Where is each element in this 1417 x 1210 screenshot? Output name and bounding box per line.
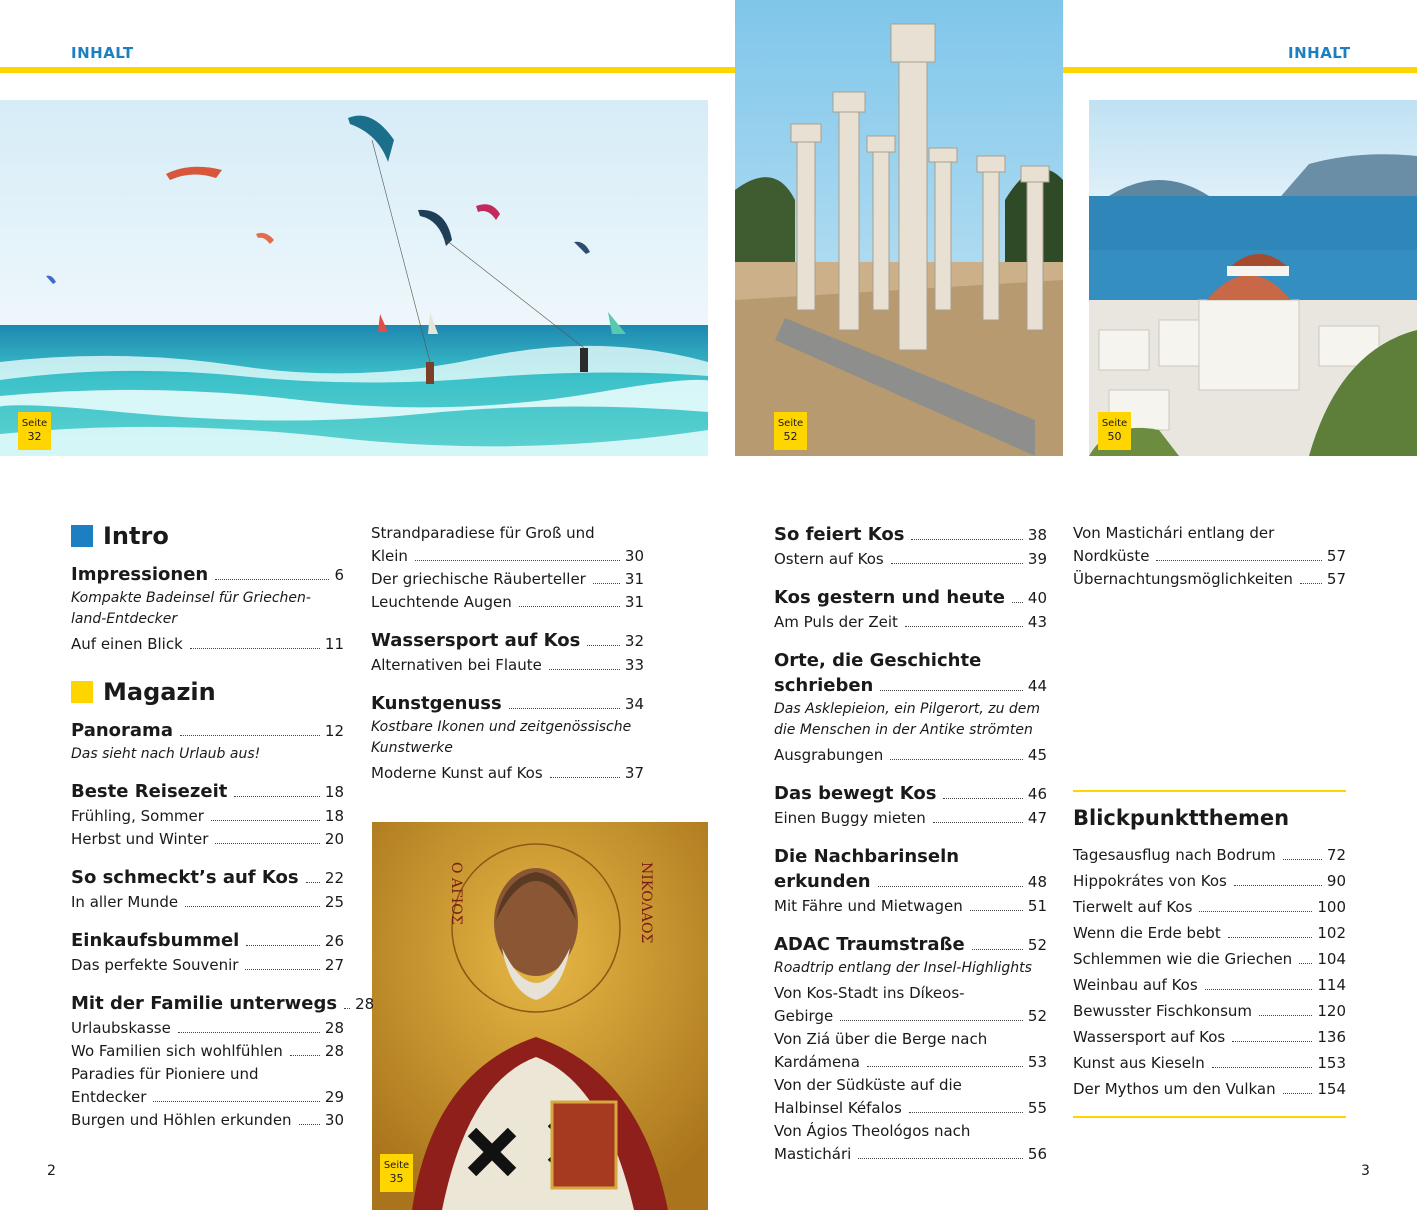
toc-entry-paradies[interactable]: Entdecker 29 — [71, 1088, 344, 1106]
toc-entry-gestern-heute[interactable]: Kos gestern und heute 40 — [774, 587, 1047, 608]
toc-entry-orte-line1[interactable]: Orte, die Geschichte — [774, 650, 982, 671]
toc-entry-traumstrasse[interactable]: ADAC Traumstraße 52 — [774, 934, 1047, 955]
blickpunkt-item[interactable]: Wenn die Erde bebt 102 — [1073, 924, 1346, 942]
page-badge-52: Seite 52 — [774, 412, 807, 450]
blickpunkt-box — [1073, 806, 1346, 1102]
toc-entry-buggy[interactable]: Einen Buggy mieten 47 — [774, 809, 1047, 827]
toc-entry-puls[interactable]: Am Puls der Zeit 43 — [774, 613, 1047, 631]
toc-entry-zia-line1[interactable]: Von Ziá über die Berge nach — [774, 1030, 988, 1048]
photo-saint-nikolaos-icon — [372, 822, 708, 1210]
blickpunkt-item[interactable]: Hippokrátes von Kos 90 — [1073, 872, 1346, 890]
icon-left-inscription: Ο ΑΓΙΟΣ — [448, 862, 464, 925]
toc-entry-wohlfuehlen[interactable]: Wo Familien sich wohlfühlen 28 — [71, 1042, 344, 1060]
toc-entry-raeuberteller[interactable]: Der griechische Räuberteller 31 — [371, 570, 644, 588]
toc-entry-uebernachtung[interactable]: Übernachtungsmöglichkeiten 57 — [1073, 570, 1346, 588]
toc-entry-paradies-line1[interactable]: Paradies für Pioniere und — [71, 1065, 259, 1083]
toc-entry-strand-line1[interactable]: Strandparadiese für Groß und — [371, 524, 595, 542]
toc-entry-strand[interactable]: Klein 30 — [371, 547, 644, 565]
toc-entry-souvenir[interactable]: Das perfekte Souvenir 27 — [71, 956, 344, 974]
toc-entry-kefalos[interactable]: Halbinsel Kéfalos 55 — [774, 1099, 1047, 1117]
toc-entry-so-feiert[interactable]: So feiert Kos 38 — [774, 524, 1047, 545]
blickpunkt-bottom-rule — [1073, 1116, 1346, 1118]
photo-kitesurfing — [0, 100, 708, 456]
section-title-intro: Intro — [103, 522, 169, 550]
toc-column-3 — [774, 522, 1047, 1180]
toc-entry-beste-reisezeit[interactable]: Beste Reisezeit 18 — [71, 781, 344, 802]
toc-entry-in-aller-munde[interactable]: In aller Munde 25 — [71, 893, 344, 911]
blickpunkt-item[interactable]: Bewusster Fischkonsum 120 — [1073, 1002, 1346, 1020]
toc-subtitle-orte: Das Asklepieion, ein Pilgerort, zu dem die Menschen in der Antike strömten — [774, 701, 1041, 738]
toc-subtitle-impressionen: Kompakte Badeinsel für Griechen- land-Entdecker — [71, 590, 311, 627]
toc-entry-kefalos-line1[interactable]: Von der Südküste auf die — [774, 1076, 962, 1094]
toc-entry-burgen[interactable]: Burgen und Höhlen erkunden 30 — [71, 1111, 344, 1129]
toc-entry-ausgrabungen[interactable]: Ausgrabungen 45 — [774, 746, 1047, 764]
section-magazin — [71, 678, 344, 706]
header-rule-right — [1063, 67, 1417, 73]
toc-entry-fruehling[interactable]: Frühling, Sommer 18 — [71, 807, 344, 825]
toc-entry-nordkueste[interactable]: Nordküste 57 — [1073, 547, 1346, 565]
blickpunkt-item[interactable]: Wassersport auf Kos 136 — [1073, 1028, 1346, 1046]
toc-subtitle-traumstrasse: Roadtrip entlang der Insel-Highlights — [774, 960, 1032, 976]
toc-entry-nachbar[interactable]: erkunden 48 — [774, 871, 1047, 892]
toc-entry-ostern[interactable]: Ostern auf Kos 39 — [774, 550, 1047, 568]
toc-entry-faehre[interactable]: Mit Fähre und Mietwagen 51 — [774, 897, 1047, 915]
blickpunkt-item[interactable]: Tierwelt auf Kos 100 — [1073, 898, 1346, 916]
page-badge-50: Seite 50 — [1098, 412, 1131, 450]
toc-entry-moderne-kunst[interactable]: Moderne Kunst auf Kos 37 — [371, 764, 644, 782]
blickpunkt-item[interactable]: Schlemmen wie die Griechen 104 — [1073, 950, 1346, 968]
yellow-square-marker — [71, 681, 93, 703]
toc-subtitle-kunstgenuss: Kostbare Ikonen und zeitgenössische Kunstwerke — [371, 719, 632, 756]
toc-entry-dikeos-line1[interactable]: Von Kos-Stadt ins Díkeos- — [774, 984, 965, 1002]
blickpunkt-item[interactable]: Weinbau auf Kos 114 — [1073, 976, 1346, 994]
toc-entry-impressionen[interactable]: Impressionen 6 — [71, 564, 344, 585]
section-intro — [71, 522, 344, 550]
page-number-left: 2 — [47, 1163, 56, 1179]
toc-entry-zia[interactable]: Kardámena 53 — [774, 1053, 1047, 1071]
blickpunkt-item[interactable]: Kunst aus Kieseln 153 — [1073, 1054, 1346, 1072]
toc-entry-theologos[interactable]: Mastichári 56 — [774, 1145, 1047, 1163]
header-rule-left — [0, 67, 735, 73]
header-label-right: INHALT — [1288, 44, 1351, 62]
toc-entry-nordkueste-line1[interactable]: Von Mastichári entlang der — [1073, 524, 1275, 542]
blickpunkt-item[interactable]: Der Mythos um den Vulkan 154 — [1073, 1080, 1346, 1098]
page-badge-35: Seite 35 — [380, 1154, 413, 1192]
toc-column-1 — [71, 522, 375, 1146]
toc-entry-theologos-line1[interactable]: Von Ágios Theológos nach — [774, 1122, 971, 1140]
toc-entry-einkaufsbummel[interactable]: Einkaufsbummel 26 — [71, 930, 344, 951]
toc-column-2 — [371, 522, 644, 799]
toc-entry-das-bewegt[interactable]: Das bewegt Kos 46 — [774, 783, 1047, 804]
page-number-right: 3 — [1361, 1163, 1370, 1179]
photo-ancient-columns — [735, 0, 1063, 456]
toc-entry-kunstgenuss[interactable]: Kunstgenuss 34 — [371, 693, 644, 714]
page-badge-32: Seite 32 — [18, 412, 51, 450]
section-title-magazin: Magazin — [103, 678, 216, 706]
toc-entry-nachbar-line1[interactable]: Die Nachbarinseln — [774, 846, 960, 867]
blickpunkt-top-rule — [1073, 790, 1346, 792]
toc-entry-auf-einen-blick[interactable]: Auf einen Blick 11 — [71, 635, 344, 653]
toc-subtitle-panorama: Das sieht nach Urlaub aus! — [71, 746, 261, 762]
toc-entry-urlaubskasse[interactable]: Urlaubskasse 28 — [71, 1019, 344, 1037]
toc-entry-so-schmeckts[interactable]: So schmeckt’s auf Kos 22 — [71, 867, 344, 888]
toc-entry-familie[interactable]: Mit der Familie unterwegs 28 — [71, 993, 375, 1014]
toc-entry-orte[interactable]: schrieben 44 — [774, 675, 1047, 696]
photo-village-church — [1089, 100, 1417, 456]
toc-entry-panorama[interactable]: Panorama 12 — [71, 720, 344, 741]
header-label-left: INHALT — [71, 44, 134, 62]
toc-entry-flaute[interactable]: Alternativen bei Flaute 33 — [371, 656, 644, 674]
toc-entry-dikeos[interactable]: Gebirge 52 — [774, 1007, 1047, 1025]
blue-square-marker — [71, 525, 93, 547]
toc-entry-leuchtende-augen[interactable]: Leuchtende Augen 31 — [371, 593, 644, 611]
blickpunkt-title: Blickpunktthemen — [1073, 806, 1290, 830]
toc-entry-herbst[interactable]: Herbst und Winter 20 — [71, 830, 344, 848]
toc-entry-wassersport[interactable]: Wassersport auf Kos 32 — [371, 630, 644, 651]
icon-right-inscription: ΝΙΚΟΛΑΟΣ — [638, 862, 654, 944]
toc-column-4 — [1073, 522, 1346, 591]
blickpunkt-item[interactable]: Tagesausflug nach Bodrum 72 — [1073, 846, 1346, 864]
